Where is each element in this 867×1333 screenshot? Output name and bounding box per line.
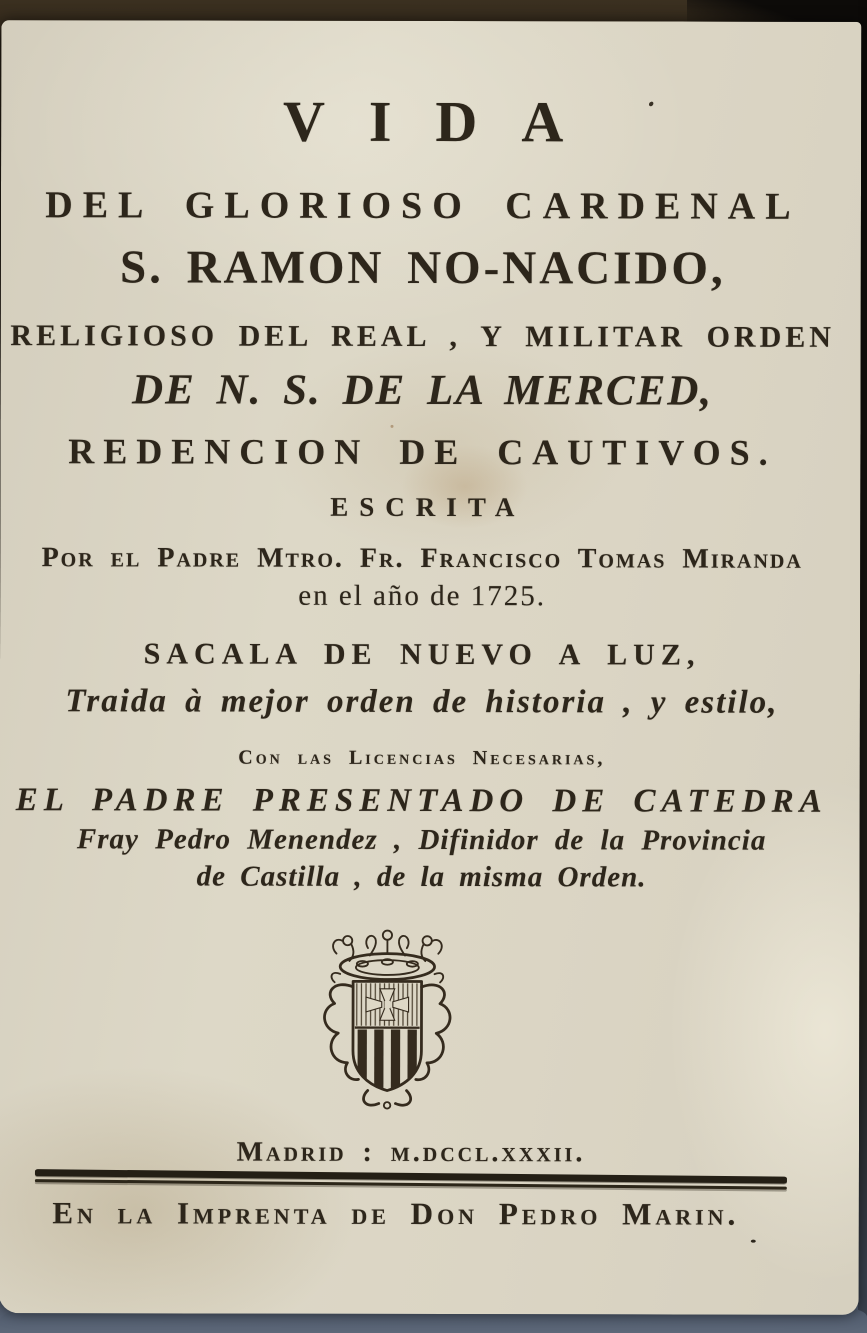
title-line-2: DEL GLORIOSO CARDENAL: [45, 184, 801, 228]
edition-line-2: Traida à mejor orden de historia , y estilo,: [65, 683, 779, 721]
title-page-paper: [0, 20, 861, 1315]
editor-line-1: EL PADRE PRESENTADO DE CATEDRA: [15, 782, 828, 820]
double-rule-divider: [35, 1169, 787, 1189]
imprint-printer-line: En la Imprenta de Don Pedro Marin.: [52, 1194, 740, 1232]
title-page-content: [0, 20, 853, 1315]
year-line: en el año de 1725.: [298, 579, 547, 613]
order-line-1: RELIGIOSO DEL REAL , Y MILITAR ORDEN: [10, 319, 835, 354]
title-line-3: S. RAMON NO-NACIDO,: [119, 241, 726, 295]
author-line: Por el Padre Mtro. Fr. Francisco Tomas Miranda: [41, 542, 803, 575]
imprint-place-line: Madrid : m.dccl.xxxii.: [236, 1136, 586, 1169]
editor-line-3: de Castilla , de la misma Orden.: [196, 860, 647, 894]
editor-line-2: Fray Pedro Menendez , Difinidor de la Provincia: [76, 823, 767, 857]
mercedarian-coat-of-arms-icon: [0, 925, 851, 1112]
escrita-label: ESCRITA: [330, 491, 526, 523]
order-line-3: REDENCION DE CAUTIVOS.: [68, 431, 777, 473]
order-line-2: DE N. S. DE LA MERCED,: [132, 366, 714, 415]
edition-line-1: SACALA DE NUEVO A LUZ,: [143, 637, 701, 672]
main-title: VIDA: [282, 88, 608, 155]
license-line: Con las Licencias Necesarias,: [238, 746, 606, 770]
